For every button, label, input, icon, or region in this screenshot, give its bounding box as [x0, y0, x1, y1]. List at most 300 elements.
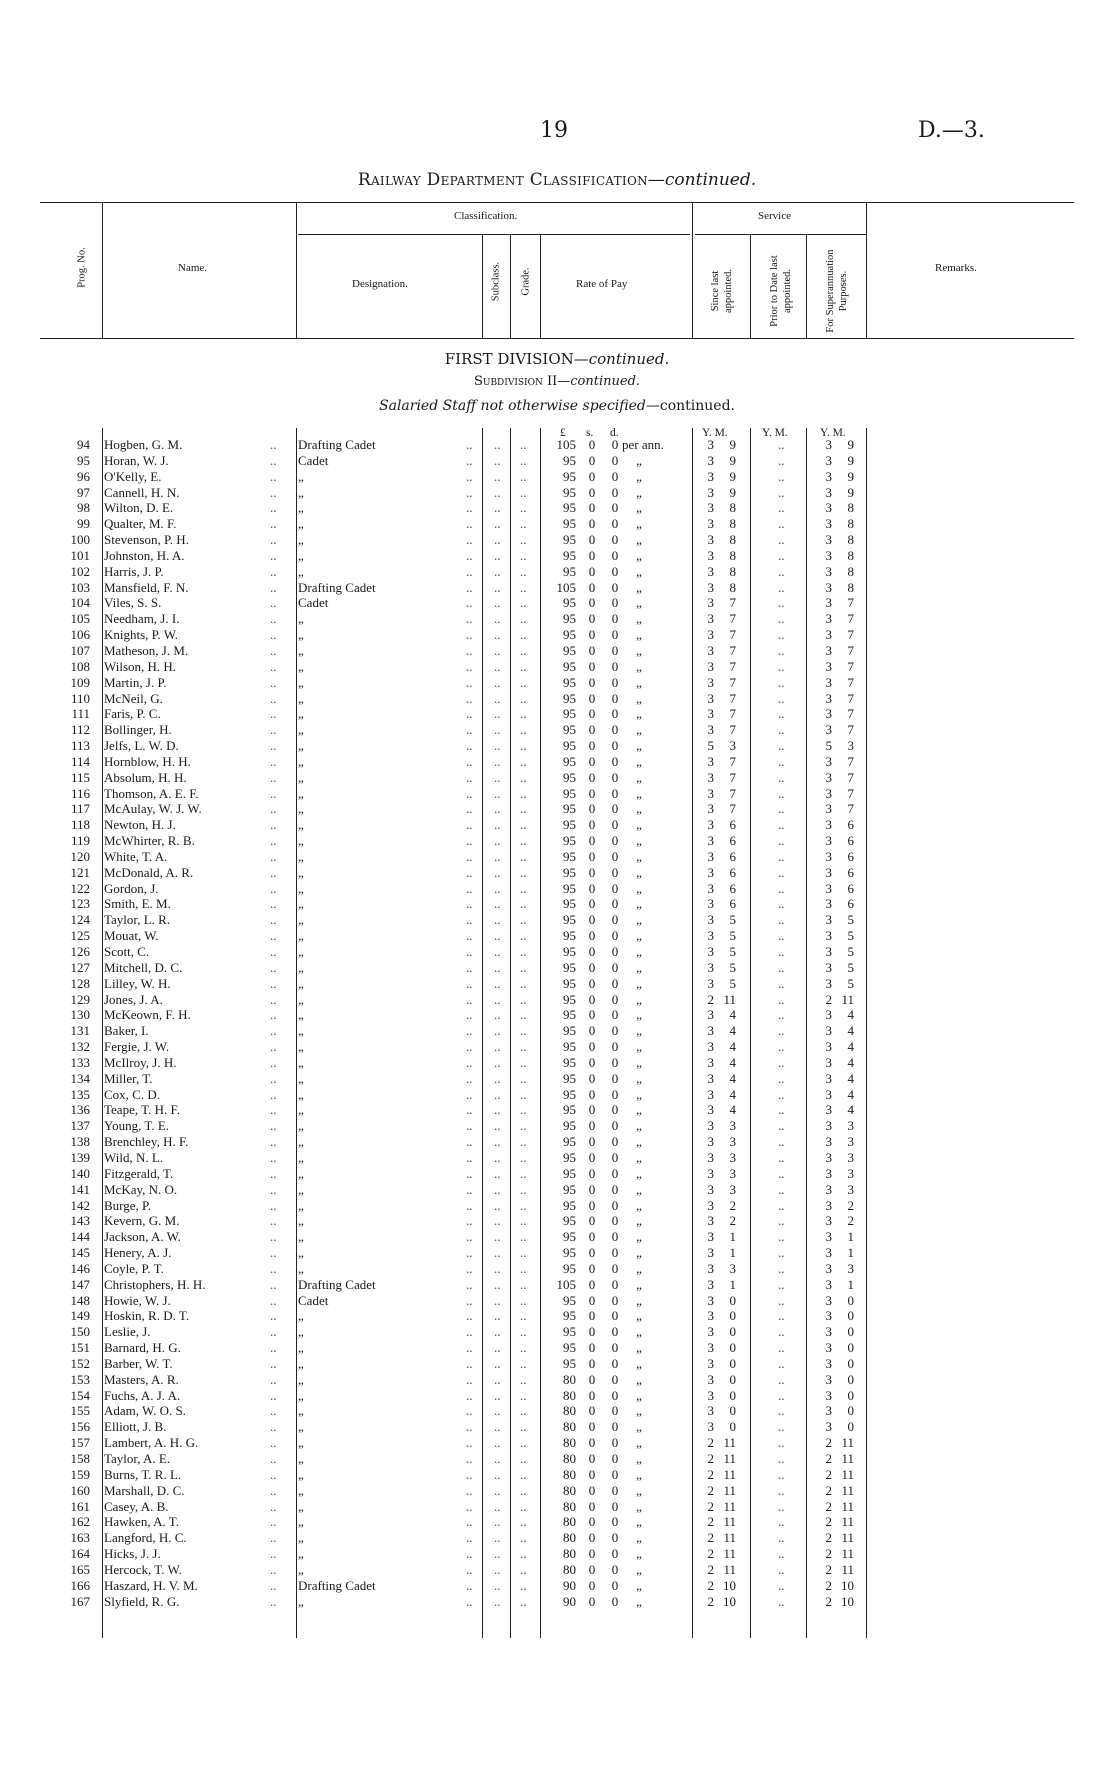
prior-service-cell: .. — [778, 1118, 785, 1134]
super-years-cell: 3 — [825, 690, 832, 706]
table-row — [0, 1483, 1114, 1499]
table-row — [0, 564, 1114, 580]
pay-period-cell: „ — [636, 1149, 642, 1165]
super-years-cell: 3 — [825, 848, 832, 864]
pay-period-cell: „ — [636, 1197, 642, 1213]
pay-period-cell: „ — [636, 1451, 642, 1466]
pay-shillings-cell: 0 — [588, 1387, 596, 1403]
super-years-cell: 3 — [825, 801, 832, 817]
designation-cell: „ — [298, 1371, 304, 1387]
name-cell: Hornblow, H. H. — [104, 753, 191, 769]
pay-pounds-cell: 90 — [563, 1593, 576, 1609]
pay-pence-cell: 0 — [611, 579, 619, 595]
name-cell: Harris, J. P. — [104, 563, 164, 579]
pay-pence-cell: 0 — [611, 468, 619, 484]
pay-period-cell: „ — [636, 706, 642, 722]
super-months-cell: 5 — [847, 944, 854, 959]
prior-service-cell: .. — [778, 1403, 785, 1419]
since-months-cell: 7 — [729, 769, 736, 785]
name-cell: Christophers, H. H. — [104, 1276, 206, 1292]
name-cell: Matheson, J. M. — [104, 642, 189, 658]
pay-pounds-cell: 80 — [563, 1451, 576, 1466]
leader-dots: .. — [466, 1039, 473, 1055]
designation-cell: „ — [298, 785, 304, 801]
pay-pence-cell: 0 — [611, 1165, 619, 1181]
leader-dots: .. — [270, 500, 277, 516]
since-months-cell: 4 — [729, 1023, 736, 1039]
pay-period-cell: „ — [636, 848, 642, 864]
pay-pounds-cell: 95 — [563, 1340, 576, 1356]
super-years-cell: 3 — [825, 1102, 832, 1118]
pay-shillings-cell: 0 — [588, 1276, 596, 1292]
pay-pounds-cell: 95 — [563, 1134, 576, 1150]
super-months-cell: 4 — [847, 1054, 854, 1070]
leader-dots: .. — [520, 437, 527, 452]
prog-no-cell: 119 — [70, 833, 90, 849]
pay-pence-cell: 0 — [611, 611, 619, 627]
prior-service-cell: .. — [778, 1276, 785, 1292]
leader-dots: .. — [270, 674, 277, 690]
pay-shillings-cell: 0 — [588, 769, 596, 785]
pay-shillings-cell: 0 — [588, 833, 596, 849]
designation-cell: „ — [298, 516, 304, 532]
super-years-cell: 3 — [825, 1324, 832, 1340]
super-months-cell: 7 — [847, 627, 854, 643]
pay-shillings-cell: 0 — [588, 1292, 596, 1308]
name-cell: Scott, C. — [104, 944, 150, 959]
since-years-cell: 3 — [707, 817, 714, 833]
pay-period-cell: „ — [636, 547, 642, 563]
leader-dots: .. — [466, 690, 473, 706]
pay-pounds-cell: 95 — [563, 674, 576, 690]
name-cell: Needham, J. I. — [104, 611, 180, 627]
prior-service-cell: .. — [778, 991, 785, 1007]
pay-pounds-cell: 95 — [563, 1355, 576, 1371]
leader-dots: .. — [270, 1118, 277, 1134]
pay-pence-cell: 0 — [611, 706, 619, 722]
since-years-cell: 3 — [707, 1245, 714, 1261]
leader-dots: .. — [466, 722, 473, 738]
leader-dots: .. — [520, 1498, 527, 1514]
name-cell: Slyfield, R. G. — [104, 1593, 180, 1609]
leader-dots: .. — [520, 1245, 527, 1261]
since-years-cell: 3 — [707, 706, 714, 722]
since-years-cell: 3 — [707, 642, 714, 658]
page-number: 19 — [540, 118, 568, 143]
table-row — [0, 1356, 1114, 1372]
designation-cell: „ — [298, 833, 304, 849]
leader-dots: .. — [466, 1308, 473, 1324]
designation-cell: „ — [298, 1324, 304, 1340]
since-months-cell: 5 — [729, 975, 736, 991]
pay-pence-cell: 0 — [611, 1561, 619, 1577]
designation-cell: „ — [298, 627, 304, 643]
since-years-cell: 3 — [707, 1134, 714, 1150]
pay-period-cell: „ — [636, 1387, 642, 1403]
prior-service-cell: .. — [778, 912, 785, 928]
name-cell: Thomson, A. E. F. — [104, 785, 199, 801]
prog-no-cell: 153 — [70, 1371, 90, 1387]
title-continued: —continued. — [647, 170, 757, 190]
pay-pounds-cell: 95 — [563, 896, 576, 912]
leader-dots: .. — [466, 1054, 473, 1070]
pay-pounds-cell: 80 — [563, 1419, 576, 1435]
table-row — [0, 865, 1114, 881]
leader-dots: .. — [466, 1498, 473, 1514]
pay-pounds-cell: 80 — [563, 1561, 576, 1577]
name-cell: Barnard, H. G. — [104, 1340, 181, 1356]
since-years-cell: 3 — [707, 484, 714, 500]
leader-dots: .. — [494, 959, 501, 975]
leader-dots: .. — [466, 1118, 473, 1134]
pay-pence-cell: 0 — [611, 738, 619, 754]
super-months-cell: 0 — [847, 1292, 854, 1308]
pay-period-cell: „ — [636, 1070, 642, 1086]
leader-dots: .. — [494, 1118, 501, 1134]
leader-dots: .. — [466, 579, 473, 595]
super-years-cell: 2 — [825, 1466, 832, 1482]
name-cell: Viles, S. S. — [104, 595, 162, 611]
since-months-cell: 2 — [729, 1213, 736, 1229]
leader-dots: .. — [270, 1593, 277, 1609]
pay-pence-cell: 0 — [611, 1498, 619, 1514]
since-years-cell: 3 — [707, 1276, 714, 1292]
col-divider — [510, 234, 511, 338]
since-years-cell: 3 — [707, 1070, 714, 1086]
pay-period-cell: „ — [636, 1371, 642, 1387]
super-months-cell: 7 — [847, 706, 854, 722]
table-row — [0, 1514, 1114, 1530]
since-years-cell: 3 — [707, 674, 714, 690]
prog-no-cell: 146 — [70, 1260, 90, 1276]
leader-dots: .. — [494, 1102, 501, 1118]
leader-dots: .. — [520, 690, 527, 706]
header-subclass: Subclass. — [490, 261, 502, 302]
prior-service-cell: .. — [778, 1086, 785, 1102]
name-cell: Young, T. E. — [104, 1118, 170, 1134]
since-months-cell: 11 — [723, 1498, 736, 1514]
leader-dots: .. — [494, 1530, 501, 1546]
pay-pounds-cell: 90 — [563, 1577, 576, 1593]
super-months-cell: 6 — [847, 833, 854, 849]
since-years-cell: 3 — [707, 627, 714, 643]
leader-dots: .. — [466, 516, 473, 532]
leader-dots: .. — [520, 1292, 527, 1308]
since-months-cell: 4 — [729, 1102, 736, 1118]
leader-dots: .. — [466, 1181, 473, 1197]
super-years-cell: 3 — [825, 595, 832, 611]
col-divider — [296, 202, 297, 338]
pay-period-cell: „ — [636, 928, 642, 944]
name-cell: O'Kelly, E. — [104, 468, 162, 484]
pay-pounds-cell: 95 — [563, 706, 576, 722]
name-cell: Mouat, W. — [104, 928, 159, 944]
super-months-cell: 9 — [847, 437, 854, 452]
super-years-cell: 3 — [825, 896, 832, 912]
prior-service-cell: .. — [778, 1593, 785, 1609]
table-row — [0, 1071, 1114, 1087]
designation-cell: Drafting Cadet — [298, 1276, 376, 1292]
since-months-cell: 9 — [729, 484, 736, 500]
leader-dots: .. — [494, 817, 501, 833]
pay-shillings-cell: 0 — [588, 1466, 596, 1482]
prog-no-cell: 120 — [70, 848, 90, 864]
pay-shillings-cell: 0 — [588, 500, 596, 516]
pay-pounds-cell: 95 — [563, 1102, 576, 1118]
staff-title — [0, 398, 1114, 414]
since-months-cell: 11 — [723, 1514, 736, 1530]
leader-dots: .. — [494, 1371, 501, 1387]
pay-pounds-cell: 95 — [563, 1070, 576, 1086]
pay-pounds-cell: 95 — [563, 1054, 576, 1070]
super-years-cell: 3 — [825, 547, 832, 563]
pay-period-cell: „ — [636, 1324, 642, 1340]
pay-pence-cell: 0 — [611, 1213, 619, 1229]
pay-shillings-cell: 0 — [588, 944, 596, 959]
prog-no-cell: 155 — [70, 1403, 90, 1419]
pay-pence-cell: 0 — [611, 1355, 619, 1371]
name-cell: McAulay, W. J. W. — [104, 801, 202, 817]
prior-service-cell: .. — [778, 1435, 785, 1451]
pay-pounds-cell: 105 — [556, 579, 576, 595]
since-months-cell: 9 — [729, 452, 736, 468]
leader-dots: .. — [494, 611, 501, 627]
super-years-cell: 3 — [825, 1387, 832, 1403]
since-months-cell: 0 — [729, 1355, 736, 1371]
since-months-cell: 0 — [729, 1324, 736, 1340]
pay-shillings-cell: 0 — [588, 975, 596, 991]
pay-pence-cell: 0 — [611, 975, 619, 991]
table-row — [0, 516, 1114, 532]
leader-dots: .. — [494, 1054, 501, 1070]
name-cell: Teape, T. H. F. — [104, 1102, 180, 1118]
pay-pence-cell: 0 — [611, 1054, 619, 1070]
leader-dots: .. — [520, 1482, 527, 1498]
table-row — [0, 548, 1114, 564]
name-cell: Mitchell, D. C. — [104, 959, 183, 975]
pay-pence-cell: 0 — [611, 516, 619, 532]
designation-cell: „ — [298, 1134, 304, 1150]
leader-dots: .. — [494, 690, 501, 706]
name-cell: Henery, A. J. — [104, 1245, 172, 1261]
leader-dots: .. — [494, 658, 501, 674]
unit-since: Y. M. — [702, 427, 728, 439]
table-row — [0, 1499, 1114, 1515]
since-months-cell: 3 — [729, 1165, 736, 1181]
pay-shillings-cell: 0 — [588, 1102, 596, 1118]
leader-dots: .. — [466, 1229, 473, 1245]
name-cell: Langford, H. C. — [104, 1530, 187, 1546]
name-cell: Elliott, J. B. — [104, 1419, 167, 1435]
since-years-cell: 3 — [707, 833, 714, 849]
leader-dots: .. — [270, 801, 277, 817]
subdivision-title — [0, 374, 1114, 389]
pay-pounds-cell: 80 — [563, 1435, 576, 1451]
super-years-cell: 3 — [825, 1054, 832, 1070]
super-years-cell: 3 — [825, 1340, 832, 1356]
name-cell: Qualter, M. F. — [104, 516, 177, 532]
pay-shillings-cell: 0 — [588, 595, 596, 611]
prior-service-cell: .. — [778, 738, 785, 754]
super-months-cell: 9 — [847, 452, 854, 468]
pay-period-cell: „ — [636, 690, 642, 706]
since-years-cell: 2 — [707, 1451, 714, 1466]
prog-no-cell: 98 — [77, 500, 90, 516]
pay-period-cell: „ — [636, 1355, 642, 1371]
leader-dots: .. — [270, 1308, 277, 1324]
leader-dots: .. — [270, 1451, 277, 1466]
pay-shillings-cell: 0 — [588, 674, 596, 690]
table-row — [0, 738, 1114, 754]
leader-dots: .. — [494, 896, 501, 912]
name-cell: McWhirter, R. B. — [104, 833, 195, 849]
pay-shillings-cell: 0 — [588, 753, 596, 769]
pay-pounds-cell: 95 — [563, 516, 576, 532]
leader-dots: .. — [494, 864, 501, 880]
leader-dots: .. — [270, 1039, 277, 1055]
prog-no-cell: 148 — [70, 1292, 90, 1308]
leader-dots: .. — [270, 753, 277, 769]
table-row — [0, 944, 1114, 960]
pay-pounds-cell: 95 — [563, 500, 576, 516]
table-row — [0, 849, 1114, 865]
pay-period-cell: „ — [636, 1530, 642, 1546]
leader-dots: .. — [270, 611, 277, 627]
prog-no-cell: 104 — [70, 595, 90, 611]
prior-service-cell: .. — [778, 1340, 785, 1356]
pay-period-cell: „ — [636, 1498, 642, 1514]
leader-dots: .. — [270, 532, 277, 548]
name-cell: Faris, P. C. — [104, 706, 161, 722]
pay-pounds-cell: 80 — [563, 1546, 576, 1562]
prior-service-cell: .. — [778, 944, 785, 959]
pay-pence-cell: 0 — [611, 864, 619, 880]
leader-dots: .. — [466, 880, 473, 896]
since-years-cell: 3 — [707, 928, 714, 944]
since-months-cell: 8 — [729, 579, 736, 595]
super-months-cell: 1 — [847, 1229, 854, 1245]
super-months-cell: 0 — [847, 1371, 854, 1387]
super-months-cell: 8 — [847, 547, 854, 563]
table-row — [0, 960, 1114, 976]
pay-period-cell: „ — [636, 991, 642, 1007]
pay-shillings-cell: 0 — [588, 658, 596, 674]
prior-service-cell: .. — [778, 1514, 785, 1530]
leader-dots: .. — [466, 1260, 473, 1276]
since-years-cell: 3 — [707, 1340, 714, 1356]
pay-pence-cell: 0 — [611, 959, 619, 975]
leader-dots: .. — [466, 1419, 473, 1435]
super-months-cell: 11 — [841, 1435, 854, 1451]
leader-dots: .. — [466, 1276, 473, 1292]
division-label: FIRST DIVISION — [444, 350, 574, 368]
pay-shillings-cell: 0 — [588, 1482, 596, 1498]
super-months-cell: 3 — [847, 1118, 854, 1134]
since-years-cell: 3 — [707, 1054, 714, 1070]
prior-service-cell: .. — [778, 484, 785, 500]
leader-dots: .. — [520, 1086, 527, 1102]
leader-dots: .. — [520, 627, 527, 643]
leader-dots: .. — [520, 452, 527, 468]
leader-dots: .. — [494, 975, 501, 991]
pay-shillings-cell: 0 — [588, 484, 596, 500]
prog-no-cell: 164 — [70, 1546, 90, 1562]
prog-no-cell: 152 — [70, 1355, 90, 1371]
table-row — [0, 1467, 1114, 1483]
leader-dots: .. — [494, 1514, 501, 1530]
table-row — [0, 1023, 1114, 1039]
name-cell: Masters, A. R. — [104, 1371, 179, 1387]
pay-period-cell: „ — [636, 722, 642, 738]
super-months-cell: 7 — [847, 722, 854, 738]
leader-dots: .. — [270, 547, 277, 563]
prog-no-cell: 116 — [70, 785, 90, 801]
name-cell: Wild, N. L. — [104, 1149, 164, 1165]
pay-shillings-cell: 0 — [588, 516, 596, 532]
pay-pence-cell: 0 — [611, 1466, 619, 1482]
leader-dots: .. — [520, 1054, 527, 1070]
pay-shillings-cell: 0 — [588, 1054, 596, 1070]
super-months-cell: 2 — [847, 1197, 854, 1213]
super-years-cell: 3 — [825, 437, 832, 452]
prog-no-cell: 112 — [70, 722, 90, 738]
pay-shillings-cell: 0 — [588, 880, 596, 896]
super-months-cell: 2 — [847, 1213, 854, 1229]
prior-service-cell: .. — [778, 690, 785, 706]
pay-pence-cell: 0 — [611, 563, 619, 579]
since-years-cell: 2 — [707, 1561, 714, 1577]
pay-period-cell: „ — [636, 1165, 642, 1181]
pay-period-cell: „ — [636, 1181, 642, 1197]
since-years-cell: 3 — [707, 1023, 714, 1039]
super-years-cell: 3 — [825, 1149, 832, 1165]
pay-period-cell: „ — [636, 1023, 642, 1039]
leader-dots: .. — [466, 1197, 473, 1213]
leader-dots: .. — [466, 975, 473, 991]
leader-dots: .. — [270, 785, 277, 801]
since-months-cell: 6 — [729, 817, 736, 833]
pay-pence-cell: 0 — [611, 500, 619, 516]
prog-no-cell: 151 — [70, 1340, 90, 1356]
pay-pence-cell: 0 — [611, 1387, 619, 1403]
super-months-cell: 1 — [847, 1245, 854, 1261]
super-months-cell: 0 — [847, 1308, 854, 1324]
super-months-cell: 4 — [847, 1086, 854, 1102]
leader-dots: .. — [270, 437, 277, 452]
pay-pence-cell: 0 — [611, 1276, 619, 1292]
pay-pence-cell: 0 — [611, 547, 619, 563]
pay-pounds-cell: 95 — [563, 991, 576, 1007]
prog-no-cell: 97 — [77, 484, 90, 500]
since-years-cell: 3 — [707, 801, 714, 817]
prog-no-cell: 102 — [70, 563, 90, 579]
pay-shillings-cell: 0 — [588, 1213, 596, 1229]
super-years-cell: 2 — [825, 1451, 832, 1466]
super-years-cell: 3 — [825, 1276, 832, 1292]
super-months-cell: 9 — [847, 468, 854, 484]
pay-pence-cell: 0 — [611, 1514, 619, 1530]
designation-cell: „ — [298, 1165, 304, 1181]
super-months-cell: 7 — [847, 753, 854, 769]
leader-dots: .. — [520, 1561, 527, 1577]
pay-shillings-cell: 0 — [588, 1245, 596, 1261]
leader-dots: .. — [466, 642, 473, 658]
leader-dots: .. — [494, 1324, 501, 1340]
leader-dots: .. — [494, 801, 501, 817]
super-months-cell: 7 — [847, 642, 854, 658]
prior-service-cell: .. — [778, 468, 785, 484]
name-cell: McKay, N. O. — [104, 1181, 178, 1197]
